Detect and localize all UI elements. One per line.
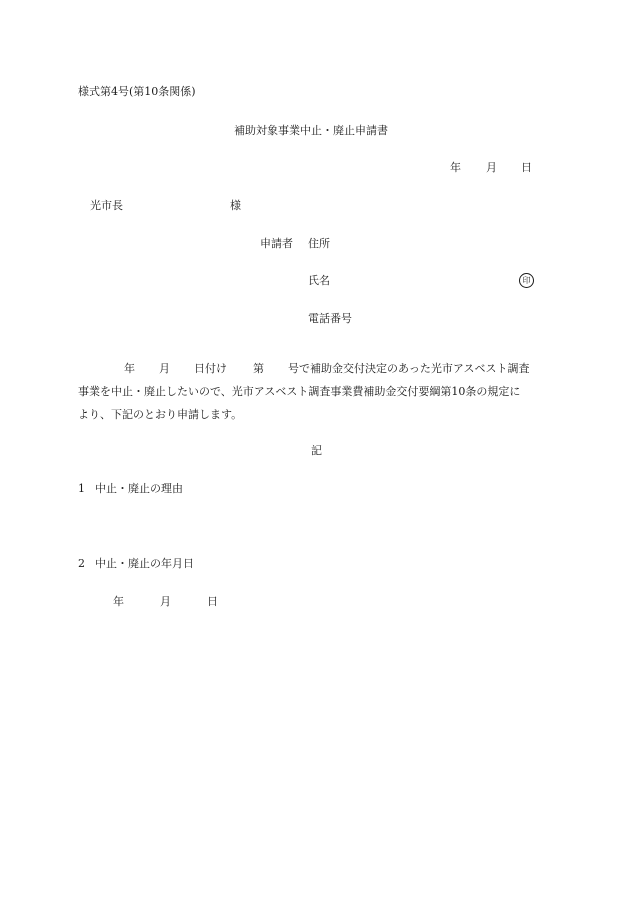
body-line-3: より、下記のとおり申請します。 (78, 408, 243, 421)
body-dated: 日付け (194, 362, 227, 375)
item-2-label: 中止・廃止の年月日 (95, 557, 194, 570)
date-day: 日 (521, 161, 532, 174)
recipient-honorific: 様 (230, 199, 241, 212)
phone-label: 電話番号 (308, 312, 352, 325)
item-2-day: 日 (207, 595, 218, 608)
item-1-label: 中止・廃止の理由 (95, 482, 183, 495)
name-label: 氏名 (308, 274, 330, 287)
body-line-1 (78, 357, 564, 380)
item-2-year: 年 (113, 595, 124, 608)
applicant-label: 申請者 (260, 237, 293, 250)
item-2-number: 2 (78, 557, 85, 570)
body-year: 年 (124, 362, 135, 375)
body-line-1-rest: 号で補助金交付決定のあった光市アスベスト調査 (288, 362, 530, 375)
body-paragraph (78, 357, 564, 426)
date-year: 年 (450, 161, 461, 174)
address-label: 住所 (308, 237, 330, 250)
form-title: 補助対象事業中止・廃止申請書 (234, 124, 388, 137)
date-month: 月 (486, 161, 497, 174)
body-month: 月 (159, 362, 170, 375)
seal-icon: 印 (519, 273, 534, 288)
form-number: 様式第4号(第10条関係) (78, 85, 196, 98)
ki-heading: 記 (311, 444, 322, 457)
item-2-month: 月 (160, 595, 171, 608)
body-dai: 第 (253, 362, 264, 375)
recipient-name: 光市長 (90, 199, 123, 212)
item-1-number: 1 (78, 482, 85, 495)
body-line-2: 事業を中止・廃止したいので、光市アスベスト調査事業費補助金交付要綱第10条の規定に (78, 385, 521, 398)
